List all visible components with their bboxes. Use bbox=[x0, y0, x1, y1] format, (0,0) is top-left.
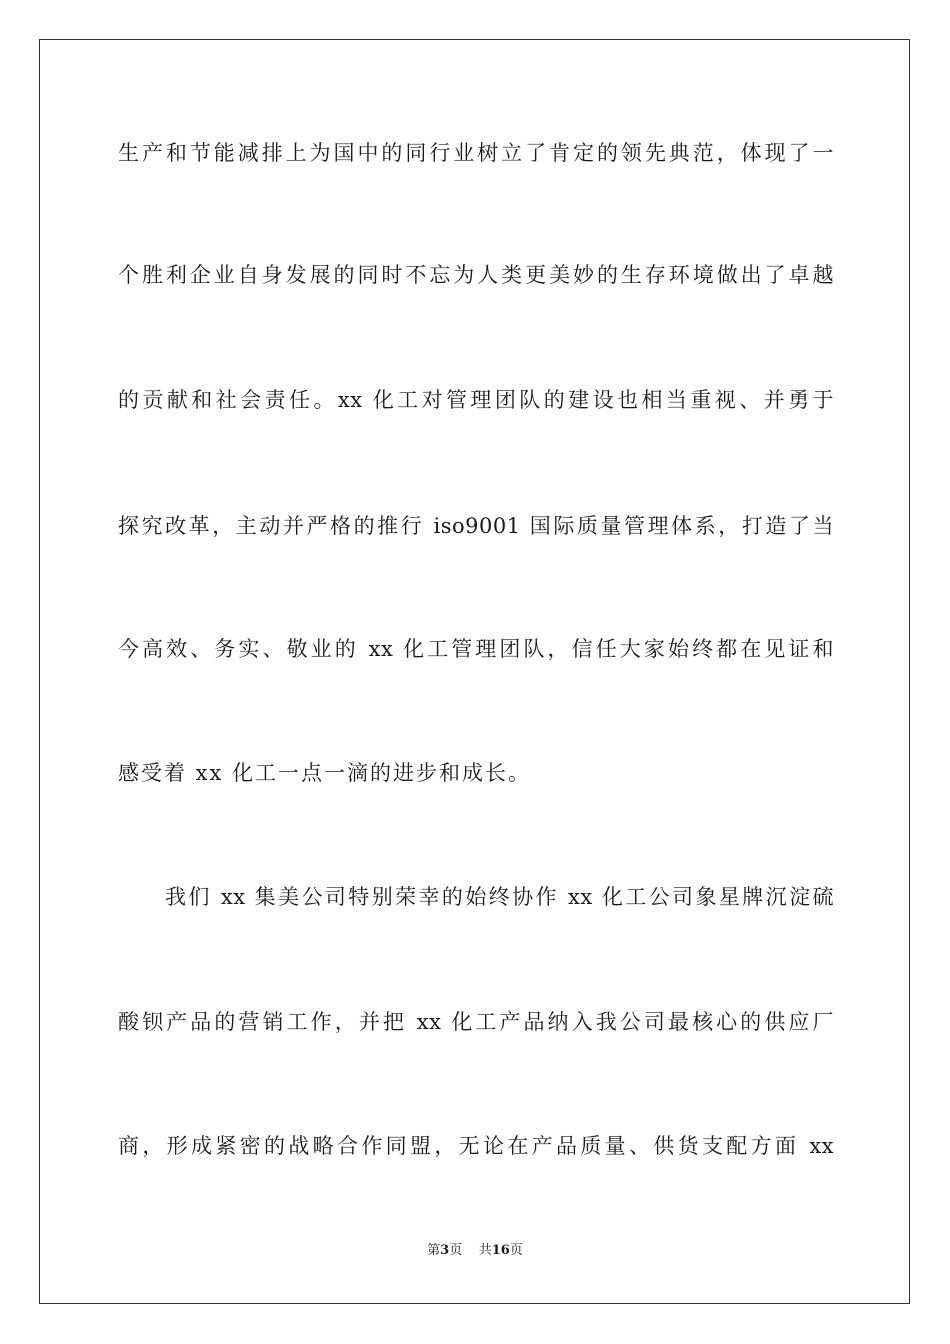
body-text-line-1: 生产和节能减排上为国中的同行业树立了肯定的领先典范，体现了一 bbox=[118, 141, 834, 165]
page-prefix: 第 bbox=[427, 1243, 441, 1258]
body-text-line-2: 个胜利企业自身发展的同时不忘为人类更美妙的生存环境做出了卓越 bbox=[118, 263, 834, 287]
total-prefix: 共 bbox=[478, 1243, 492, 1258]
total-pages: 16 bbox=[491, 1243, 510, 1258]
body-text-line-3: 的贡献和社会责任。xx 化工对管理团队的建设也相当重视、并勇于 bbox=[118, 388, 834, 412]
page-number: 3 bbox=[440, 1243, 450, 1258]
body-text-line-8: 酸钡产品的营销工作，并把 xx 化工产品纳入我公司最核心的供应厂 bbox=[118, 1010, 834, 1034]
body-text-line-4: 探究改革，主动并严格的推行 iso9001 国际质量管理体系，打造了当 bbox=[118, 514, 834, 538]
total-suffix: 页 bbox=[509, 1243, 523, 1258]
body-text-line-6: 感受着 xx 化工一点一滴的进步和成长。 bbox=[118, 761, 532, 785]
body-text-line-5: 今高效、务实、敬业的 xx 化工管理团队，信任大家始终都在见证和 bbox=[118, 637, 834, 661]
page-border bbox=[39, 39, 910, 1304]
body-text-line-9: 商，形成紧密的战略合作同盟，无论在产品质量、供货支配方面 xx bbox=[118, 1134, 834, 1158]
page-footer bbox=[0, 1242, 950, 1260]
body-text-line-7: 我们 xx 集美公司特别荣幸的始终协作 xx 化工公司象星牌沉淀硫 bbox=[165, 885, 834, 909]
page-suffix: 页 bbox=[449, 1243, 463, 1258]
